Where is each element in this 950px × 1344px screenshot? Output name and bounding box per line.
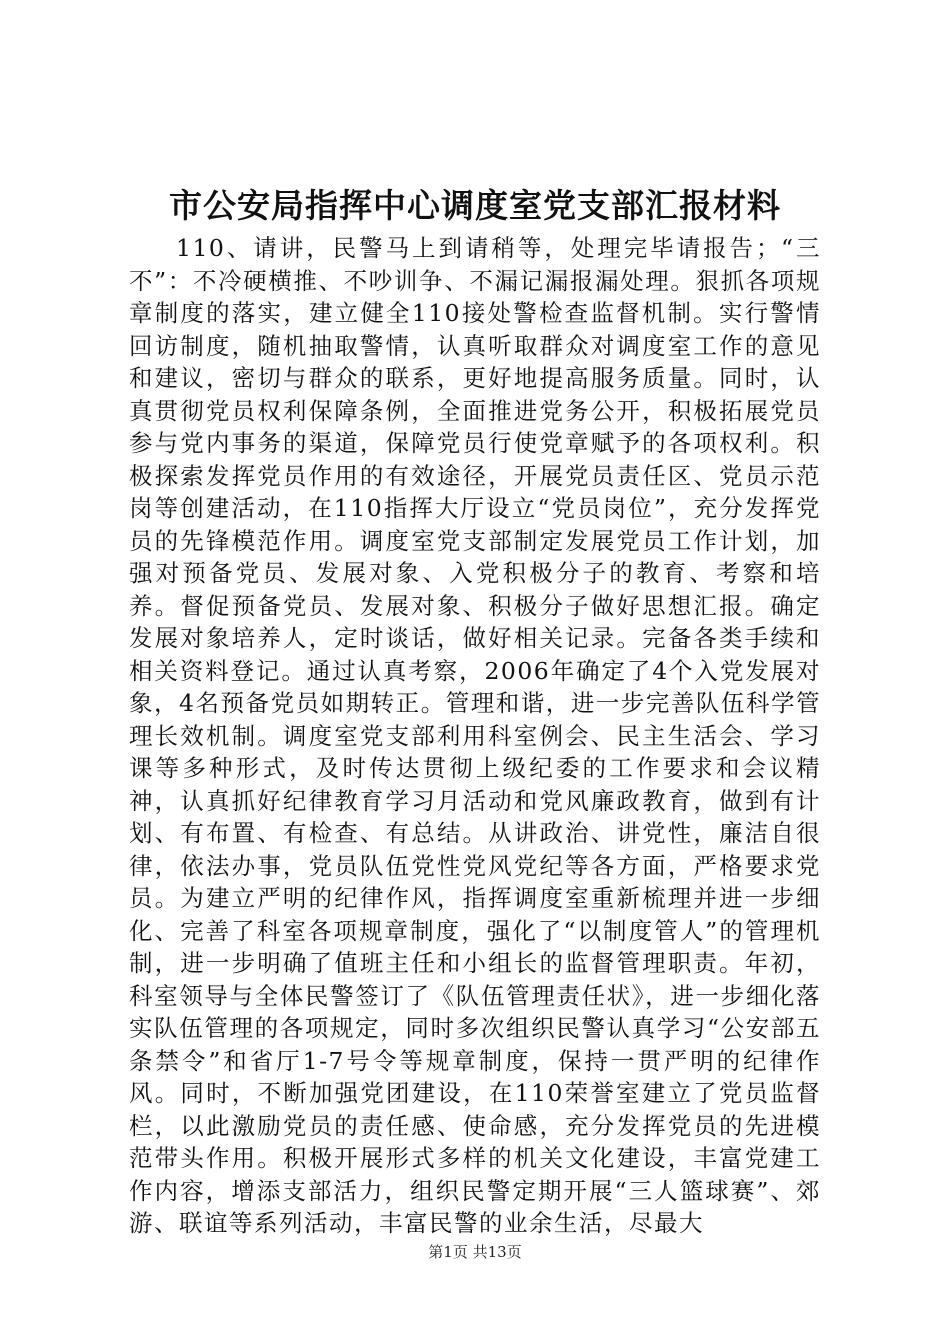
page-number-footer: 第1页 共13页 — [428, 1243, 522, 1261]
body-paragraph: 110、请讲，民警马上到请稍等，处理完毕请报告；“三不”：不冷硬横推、不吵训争、不漏记漏报漏处理。狠抓各项规章制度的落实，建立健全110接处警检查监督机制。实行警情回访制度，随机抽取警情，认真听取群众对调度室工作的意见和建议，密切与群众的联系，更好地提高服务质量。同时，认真贯彻党员权利保障条例，全面推进党务公开，积极拓展党员参与党内事务的渠道，保障党员行使党章赋予的各项权利。积极探索发挥党员作用的有效途径，开展党员责任区、党员示范岗等创建活动，在110指挥大厅设立“党员岗位”，充分发挥党员的先锋模范作用。调度室党支部制定发展党员工作计划，加强对预备党员、发展对象、入党积极分子的教育、考察和培养。督促预备党员、发展对象、积极分子做好思想汇报。确定发展对象培养人，定时谈话，做好相关记录。完备各类手续和相关资料登记。通过认真考察，2006年确定了4个入党发展对象，4名预备党员如期转正。管理和谐，进一步完善队伍科学管理长效机制。调度室党支部利用科室例会、民主生活会、学习课等多种形式，及时传达贯彻上级纪委的工作要求和会议精神，认真抓好纪律教育学习月活动和党风廉政教育，做到有计划、有布置、有检查、有总结。从讲政治、讲党性，廉洁自很律，依法办事，党员队伍党性党风党纪等各方面，严格要求党员。为建立严明的纪律作风，指挥调度室重新梳理并进一步细化、完善了科室各项规章制度，强化了“以制度管人”的管理机制，进一步明确了值班主任和小组长的监督管理职责。年初，科室领导与全体民警签订了《队伍管理责任状》，进一步细化落实队伍管理的各项规定，同时多次组织民警认真学习“公安部五条禁令”和省厅1-7号令等规章制度，保持一贯严明的纪律作风。同时，不断加强党团建设，在110荣誉室建立了党员监督栏，以此激励党员的责任感、使命感，充分发挥党员的先进模范带头作用。积极开展形式多样的机关文化建设，丰富党建工作内容，增添支部活力，组织民警定期开展“三人篮球赛”、郊游、联谊等系列活动，丰富民警的业余生活，尽最大 — [129, 234, 821, 1237]
document-title: 市公安局指挥中心调度室党支部汇报材料 — [169, 186, 781, 225]
